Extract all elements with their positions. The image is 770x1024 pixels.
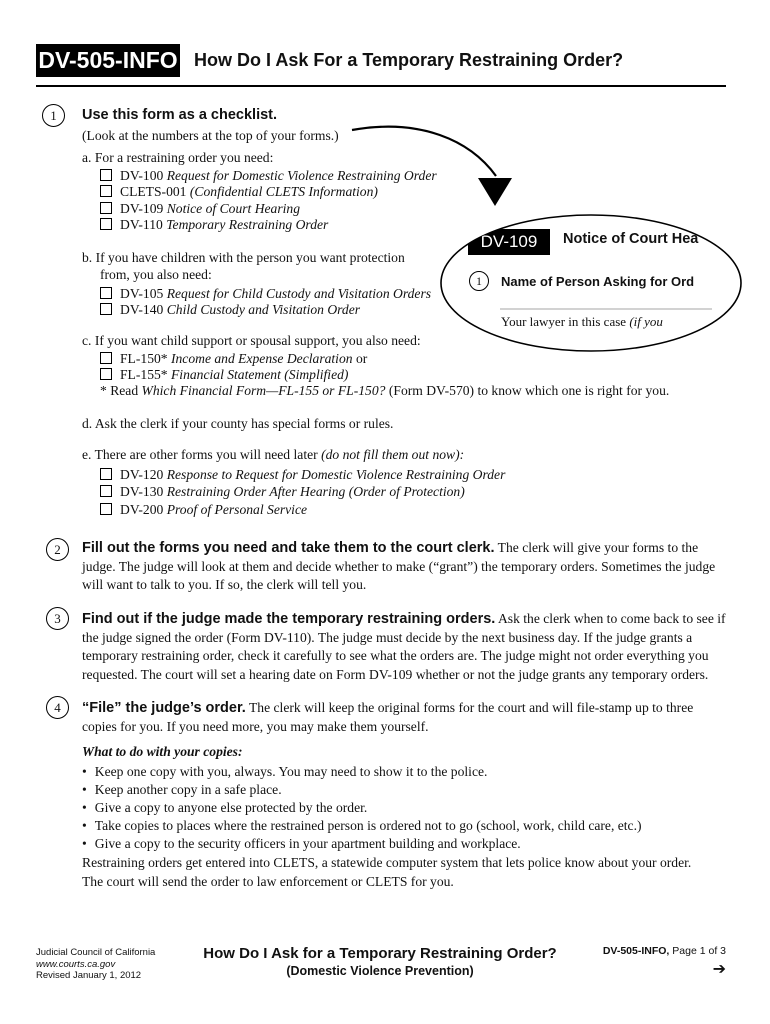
checklist-item: FL-155* Financial Statement (Simplified) <box>100 366 348 383</box>
list-item: • Keep one copy with you, always. You may need to show it to the police. <box>82 763 487 780</box>
checklist-item: DV-109 Notice of Court Hearing <box>100 200 300 217</box>
section-3-number: 3 <box>46 607 69 630</box>
footer-revised: Revised January 1, 2012 <box>36 970 142 981</box>
callout-title: Notice of Court Hea <box>563 231 699 247</box>
checklist-item: DV-110 Temporary Restraining Order <box>100 216 328 233</box>
checklist-item: DV-105 Request for Child Custody and Visitation Orders <box>100 285 431 302</box>
checklist-item: DV-140 Child Custody and Visitation Order <box>100 301 360 318</box>
footer-page-info <box>590 945 726 979</box>
list-item: • Give a copy to the security officers in your apartment building and workplace. <box>82 835 521 852</box>
section-1b-label-cont: from, you also need: <box>100 267 212 282</box>
callout-badge: DV-109 <box>468 229 550 255</box>
section-1b-label: b. If you have children with the person you want protection <box>82 250 405 265</box>
copies-heading: What to do with your copies: <box>82 744 243 759</box>
footer-title: How Do I Ask for a Temporary Restraining Order? <box>203 945 557 962</box>
section-3-heading: Find out if the judge made the temporary restraining orders. <box>82 611 496 627</box>
list-item: • Keep another copy in a safe place. <box>82 781 282 798</box>
footer-org: Judicial Council of California <box>36 947 156 958</box>
checklist-item: DV-200 Proof of Personal Service <box>100 501 307 518</box>
form-id-badge: DV-505-INFO <box>36 44 180 77</box>
section-1a-label: a. For a restraining order you need: <box>82 150 274 165</box>
footer-website[interactable]: www.courts.ca.gov <box>36 958 116 970</box>
checklist-item: FL-150* Income and Expense Declaration or <box>100 350 367 367</box>
pointer-arrow-line <box>352 127 496 176</box>
section-3-text: Find out if the judge made the temporary restraining orders. Ask the clerk when to come back to see if the judge signed the order (Form DV-110). The judge must decide by the next business day. If the judge grants a temporary restraining order, check it carefully to see what the orders are. The judge might not order everything you requested. The court will set a hearing date on Form DV-109 whether or not the judge grants any temporary orders. <box>82 611 726 683</box>
section-4-number: 4 <box>46 696 69 719</box>
closing-line-1: Restraining orders get entered into CLETS, a statewide computer system that lets police know about your order. <box>82 855 692 870</box>
footer-title-block <box>160 945 600 978</box>
section-4-text: “File” the judge’s order. The clerk will keep the original forms for the court and will file-stamp up to three copies for you. If you need more, you may make them yourself. <box>82 700 694 734</box>
footer-subtitle: (Domestic Violence Prevention) <box>286 964 474 978</box>
section-2-heading: Fill out the forms you need and take them to the court clerk. <box>82 540 495 556</box>
list-item: • Give a copy to anyone else protected by the order. <box>82 799 367 816</box>
closing-line-2: The court will send the order to law enforcement or CLETS for you. <box>82 874 454 889</box>
next-page-arrow-icon[interactable]: ➔ <box>712 961 726 978</box>
checklist-item: CLETS-001 (Confidential CLETS Information) <box>100 183 378 200</box>
section-1-intro: (Look at the numbers at the top of your forms.) <box>82 128 339 143</box>
footer-org-info <box>36 947 155 982</box>
callout-number: 1 <box>469 271 489 291</box>
footer-page-number: Page 1 of 3 <box>672 945 726 957</box>
checklist-item: DV-130 Restraining Order After Hearing (Order of Protection) <box>100 483 465 500</box>
checkbox[interactable] <box>100 485 112 497</box>
footer-form-id: DV-505-INFO, <box>602 945 670 957</box>
checklist-item: DV-100 Request for Domestic Violence Restraining Order <box>100 167 437 184</box>
section-1c-label: c. If you want child support or spousal support, you also need: <box>82 333 421 348</box>
callout-field-label: Name of Person Asking for Ord <box>501 274 695 289</box>
page-title: How Do I Ask For a Temporary Restraining Order? <box>194 50 624 70</box>
checkbox[interactable] <box>100 468 112 480</box>
list-item: • Take copies to places where the restrained person is ordered not to go (school, work, child care, etc.) <box>82 817 642 834</box>
pointer-arrow-icon <box>478 178 512 206</box>
checklist-item: DV-120 Response to Request for Domestic Violence Restraining Order <box>100 466 505 483</box>
callout-lawyer-text: Your lawyer in this case (if you <box>501 314 663 329</box>
section-1-heading: Use this form as a checklist. <box>82 107 278 123</box>
section-4-heading: “File” the judge’s order. <box>82 700 246 716</box>
section-1-number: 1 <box>42 104 65 127</box>
section-2-number: 2 <box>46 538 69 561</box>
section-1d-text: d. Ask the clerk if your county has special forms or rules. <box>82 416 394 431</box>
section-2-text: Fill out the forms you need and take them to the court clerk. The clerk will give your forms to the judge. The judge will look at them and decide whether to make (“grant”) the temporary orders. Sometimes the judge will want to talk to you. If so, the clerk will tell you. <box>82 540 716 593</box>
financial-form-note: * Read Which Financial Form—FL-155 or FL-150? (Form DV-570) to know which one is right for you. <box>100 383 670 398</box>
checkbox[interactable] <box>100 503 112 515</box>
section-1e-label: e. There are other forms you will need later (do not fill them out now): <box>82 447 465 462</box>
callout-clip <box>441 215 743 351</box>
